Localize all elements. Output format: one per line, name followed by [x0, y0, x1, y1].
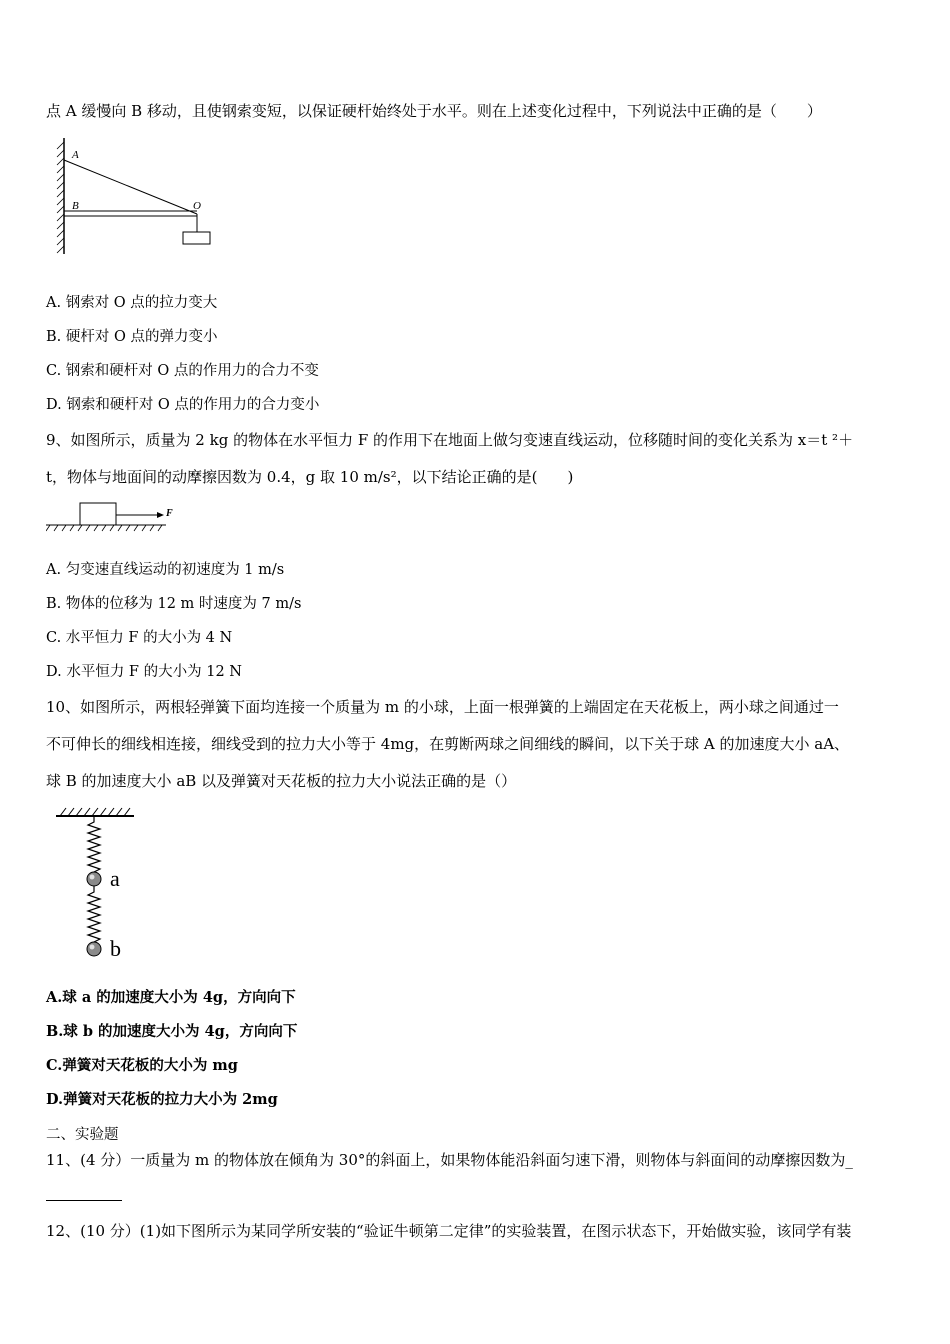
q9-label-f: F	[166, 508, 173, 519]
q9-option-a: A. 匀变速直线运动的初速度为 1 m/s	[46, 562, 285, 578]
section-title: 二、实验题	[46, 1127, 119, 1143]
q11-answer-blank	[46, 1186, 122, 1206]
q8-label-o: O	[193, 200, 201, 212]
q8-option-a: A. 钢索对 O 点的拉力变大	[46, 295, 218, 311]
q10-stem-line2: 不可伸长的细线相连接，细线受到的拉力大小等于 4mg，在剪断两球之间细线的瞬间，以下关于球 A 的加速度大小 aA、	[46, 735, 850, 753]
q9-stem-line1: 9、如图所示，质量为 2 kg 的物体在水平恒力 F 的作用下在地面上做匀变速直线运动，位移随时间的变化关系为 x＝t ²＋	[46, 431, 854, 449]
q10-figure	[52, 804, 142, 964]
q10-option-b: B.球 b 的加速度大小为 4g，方向向下	[46, 1023, 298, 1040]
q8-label-b: B	[72, 200, 79, 212]
q9-option-b: B. 物体的位移为 12 m 时速度为 7 m/s	[46, 596, 302, 612]
q11-stem: 11、(4 分）一质量为 m 的物体放在倾角为 30°的斜面上，如果物体能沿斜面匀速下滑，则物体与斜面间的动摩擦因数为_	[46, 1151, 853, 1169]
q10-label-b: b	[110, 936, 121, 961]
q10-stem-line1: 10、如图所示，两根轻弹簧下面均连接一个质量为 m 的小球，上面一根弹簧的上端固定在天花板上，两小球之间通过一	[46, 698, 839, 716]
q8-option-d: D. 钢索和硬杆对 O 点的作用力的合力变小	[46, 397, 320, 413]
q10-option-a: A.球 a 的加速度大小为 4g，方向向下	[46, 989, 296, 1006]
q9-figure	[46, 500, 186, 540]
q8-option-b: B. 硬杆对 O 点的弹力变小	[46, 329, 218, 345]
q9-option-d: D. 水平恒力 F 的大小为 12 N	[46, 664, 242, 680]
q10-option-d: D.弹簧对天花板的拉力大小为 2mg	[46, 1091, 278, 1108]
q9-stem-line2: t，物体与地面间的动摩擦因数为 0.4，g 取 10 m/s²，以下结论正确的是( )	[46, 468, 574, 486]
q8-stem: 点 A 缓慢向 B 移动，且使钢索变短，以保证硬杆始终处于水平。则在上述变化过程中，下列说法中正确的是（ ）	[46, 102, 822, 120]
q8-option-c: C. 钢索和硬杆对 O 点的作用力的合力不变	[46, 363, 319, 379]
q10-label-a: a	[110, 866, 120, 891]
q10-option-c: C.弹簧对天花板的大小为 mg	[46, 1057, 238, 1074]
q9-option-c: C. 水平恒力 F 的大小为 4 N	[46, 630, 233, 646]
q8-label-a: A	[72, 149, 79, 161]
q8-figure	[52, 136, 217, 256]
q12-stem: 12、(10 分）(1)如下图所示为某同学所安装的“验证牛顿第二定律”的实验装置，在图示状态下，开始做实验，该同学有装	[46, 1222, 852, 1240]
q10-stem-line3: 球 B 的加速度大小 aB 以及弹簧对天花板的拉力大小说法正确的是（）	[46, 772, 517, 790]
